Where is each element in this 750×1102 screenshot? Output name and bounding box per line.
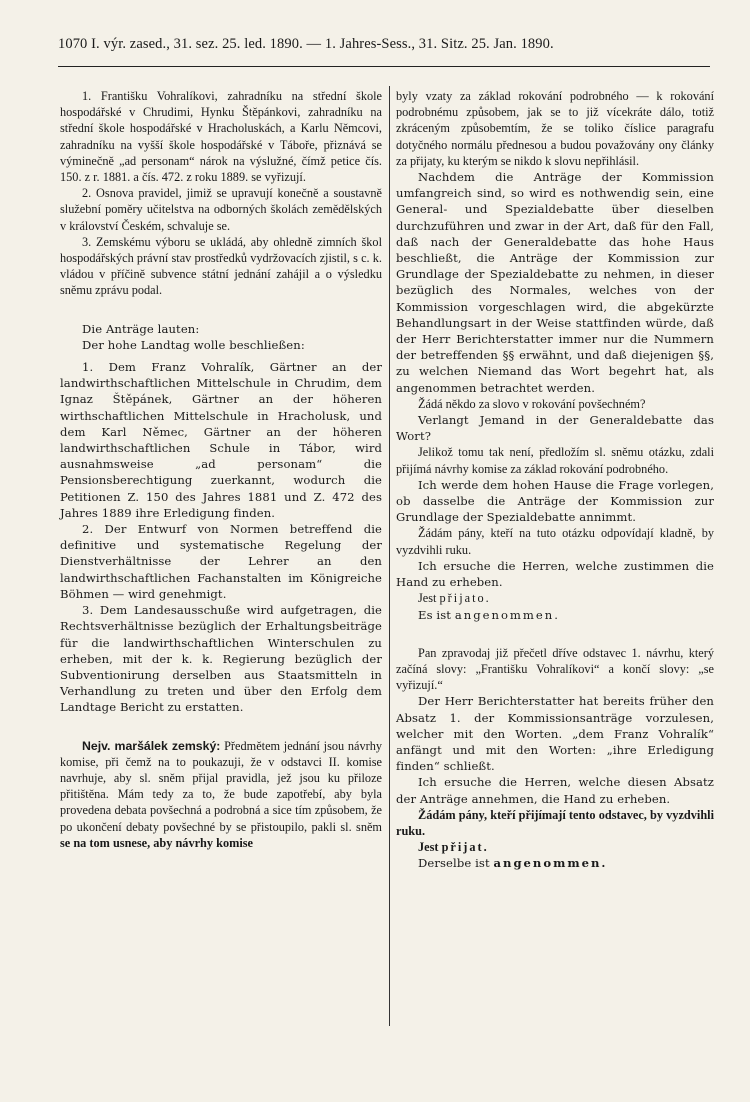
- column-divider: [389, 86, 390, 1026]
- vote-question-de: Ich werde dem hohen Hause die Frage vorlegen, ob dasselbe die Anträge der Kommission zur Grundlage der Spezialdebatte annimmt.: [396, 477, 714, 525]
- speaker-paragraph: [60, 738, 382, 851]
- resolution-1-de: 1. Dem Franz Vohralík, Gärtner an der landwirthschaftlichen Mittelschule in Chrudim, dem Ignaz Štěpánek, Gärtner an der höheren wirthschaftlichen Mittelschule in Hracholusk, und dem Karl Němec, Gärtner an der höheren landwirthschaftlichen Schule in Tábor, wird ausnahmsweise „ad personam“ die Pensionsberechtigung zuerkannt, wodurch die Petitionen Z. 150 des Jahres 1881 und Z. 472 des Jahres 1889 ihre Erledigung finden.: [60, 360, 382, 520]
- paragraph-read-de: Der Herr Berichterstatter hat bereits früher den Absatz 1. der Kommissionsanträge vorzulesen, welcher mit den Worten. „dem Franz Vohralík“ anfängt und mit den Worten: „ihre Erledigung finden“ schließt.: [396, 694, 714, 774]
- vote-call-de: Ich ersuche die Herren, welche zustimmen die Hand zu erheben.: [396, 558, 714, 590]
- speech-text-bold: se na tom usnese, aby návrhy komise: [60, 835, 254, 850]
- paragraph-read-cz: Pan zpravodaj již přečetl dříve odstavec 1. návrhu, který začíná slovy: „Františku Vohralíkovi“ a končí slovy: „se vyřizují.“: [396, 645, 714, 693]
- result-cz: Jest přijato.: [418, 591, 491, 606]
- paragraph-result-de: Derselbe ist angenommen.: [418, 856, 608, 871]
- page-header: 1070 I. výr. zased., 31. sez. 25. led. 1890. — 1. Jahres-Sess., 31. Sitz. 25. Jan. 1890.: [58, 36, 554, 52]
- speech-continuation-cz: byly vzaty za základ rokování podrobného — k rokování podrobnému způsobem, jak se to již vícekráte dálo, totiž zkráceným způsobemtím, že se toliko číslice paragrafu dotyčného normálu přednesou a budou považovány ony články za přijaty, ku kterým se nikdo k slovu nepřihlásil.: [396, 89, 714, 168]
- paragraph-vote-de: Ich ersuche die Herren, welche diesen Absatz der Anträge annehmen, die Hand zu erheben.: [396, 775, 714, 806]
- paragraph-vote-cz: Žádám pány, kteří přijímají tento odstavec, by vyzdvihli ruku.: [396, 807, 714, 838]
- resolution-1-cz: 1. Františku Vohralíkovi, zahradníku na střední škole hospodářské v Chrudimi, Hynku Štěpánkovi, zahradníku na střední škole hospodářské v Hracholuskách, a Karlu Němcovi, zahradníku na vyšší škole hospodářské v Táboře, přiznává se výminečně „ad personam“ nárok na výslužné, čímž petice čís. 150. z r. 1881. a čís. 472. z roku 1889. se vyřizují.: [60, 89, 382, 185]
- vote-question-cz: Jelikož tomu tak není, předložím sl. sněmu otázku, zdali přijímá návrhy komise za základ rokování podrobného.: [396, 445, 714, 476]
- motions-intro2-de: Der hohe Landtag wolle beschließen:: [82, 337, 305, 352]
- resolution-2-cz: 2. Osnova pravidel, jimiž se upravují konečně a soustavně služební poměry učitelstva na odborných školách zemědělských v království Českém, schvaluje se.: [60, 186, 382, 233]
- speaker-name: Nejv. maršálek zemský:: [82, 738, 221, 753]
- paragraph-result-cz: Jest přijat.: [418, 840, 489, 855]
- vote-call-cz: Žádám pány, kteří na tuto otázku odpovídají kladně, by vyzdvihli ruku.: [396, 526, 714, 557]
- speech-continuation-de: Nachdem die Anträge der Kommission umfangreich sind, so wird es nothwendig sein, eine General- und Spezialdebatte über dieselben durchzuführen und zwar in der Art, daß für den Fall, daß nach der Generaldebatte das hohe Haus beschließt, die Anträge der Kommission zur Grundlage der Spezialdebatte zu nehmen, in dieser bezüglich des Normales, welches von der Kommission vorgeschlagen wird, die abgekürzte Behandlungsart in der Weise stattfinden würde, daß der Herr Berichterstatter immer nur die Nummern der betreffenden §§ erwähnt, und daß diejenigen §§, zu welchen Niemand das Wort begehrt hat, als angenommen betrachtet werden.: [396, 170, 714, 395]
- right-column: [396, 88, 714, 872]
- question-cz: Žádá někdo za slovo v rokování povšechném?: [418, 396, 646, 411]
- speech-text: Předmětem jednání jsou návrhy komise, při čemž na to poukazuji, že v odstavci II. komise navrhuje, aby sl. sněm přijal pravidla, jež jsou ku přiloze přitištěna. Mám tedy za to, že bude zapotřebí, aby byla provedena debata povšechná a podrobná a sice tím způsobem, že po ukončení debaty povšechné by se přistoupilo, pakli sl. sněm: [60, 738, 382, 834]
- resolution-3-cz: 3. Zemskému výboru se ukládá, aby ohledně zimních škol hospodářských právní stav prostředků vydržovacích zjistil, s c. k. vládou v příčině subvence státní jednání zahájil a o výsledku sněmu zprávu podal.: [60, 234, 382, 298]
- header-rule: [58, 66, 710, 67]
- left-column: [60, 88, 382, 851]
- resolution-3-de: 3. Dem Landesausschuße wird aufgetragen, die Rechtsverhältnisse bezüglich der Erhaltungsbeiträge für die landwirthschaftlichen Winterschulen zu erheben, mit der k. k. Regierung bezüglich der Subventionirung derselben aus Staatsmitteln in Verhandlung zu treten und über den Erfolg dem Landtage Bericht zu erstatten.: [60, 603, 382, 715]
- motions-intro-de: Die Anträge lauten:: [82, 321, 200, 336]
- result-de: Es ist angenommen.: [418, 607, 560, 622]
- question-de: Verlangt Jemand in der Generaldebatte das Wort?: [396, 413, 714, 444]
- resolution-2-de: 2. Der Entwurf von Normen betreffend die definitive und systematische Regelung der Dienstverhältnisse der Lehrer an den landwirthschaftlichen Fachanstalten im Königreiche Böhmen — wird genehmigt.: [60, 522, 382, 601]
